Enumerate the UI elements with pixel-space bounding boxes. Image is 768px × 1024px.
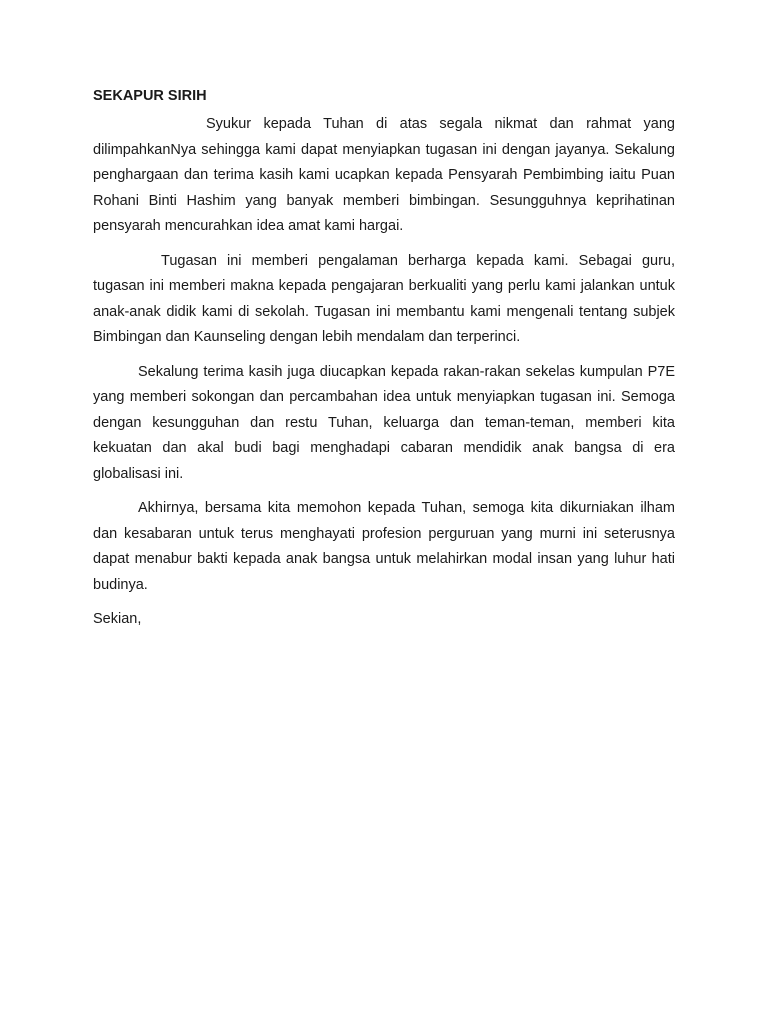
paragraph-2: Tugasan ini memberi pengalaman berharga kepada kami. Sebagai guru, tugasan ini memberi makna kepada pengajaran berkualiti yang perlu kami jalankan untuk anak-anak didik kami di sekolah. Tugasan ini membantu kami mengenali tentang subjek Bimbingan dan Kaunseling dengan lebih mendalam dan terperinci. — [93, 252, 675, 345]
page-title: SEKAPUR SIRIH — [93, 88, 207, 104]
paragraph-3: Sekalung terima kasih juga diucapkan kepada rakan-rakan sekelas kumpulan P7E yang memberi sokongan dan percambahan idea untuk menyiapkan tugasan ini. Semoga dengan kesungguhan dan restu Tuhan, keluarga dan teman-teman, memberi kita kekuatan dan akal budi bagi menghadapi cabaran mendidik anak bangsa di era globalisasi ini. — [93, 363, 675, 482]
closing-text: Sekian, — [93, 611, 142, 627]
paragraph-1: Syukur kepada Tuhan di atas segala nikmat dan rahmat yang dilimpahkanNya sehingga kami dapat menyiapkan tugasan ini dengan jayanya. Sekalung penghargaan dan terima kasih kami ucapkan kepada Pensyarah Pembimbing iaitu Puan Rohani Binti Hashim yang banyak memberi bimbingan. Sesungguhnya keprihatinan pensyarah mencurahkan idea amat kami hargai. — [93, 116, 675, 234]
paragraph-4: Akhirnya, bersama kita memohon kepada Tuhan, semoga kita dikurniakan ilham dan kesabaran untuk terus menghayati profesion perguruan yang murni ini seterusnya dapat menabur bakti kepada anak bangsa untuk melahirkan modal insan yang luhur hati budinya. — [93, 500, 675, 593]
document-page — [93, 86, 675, 633]
